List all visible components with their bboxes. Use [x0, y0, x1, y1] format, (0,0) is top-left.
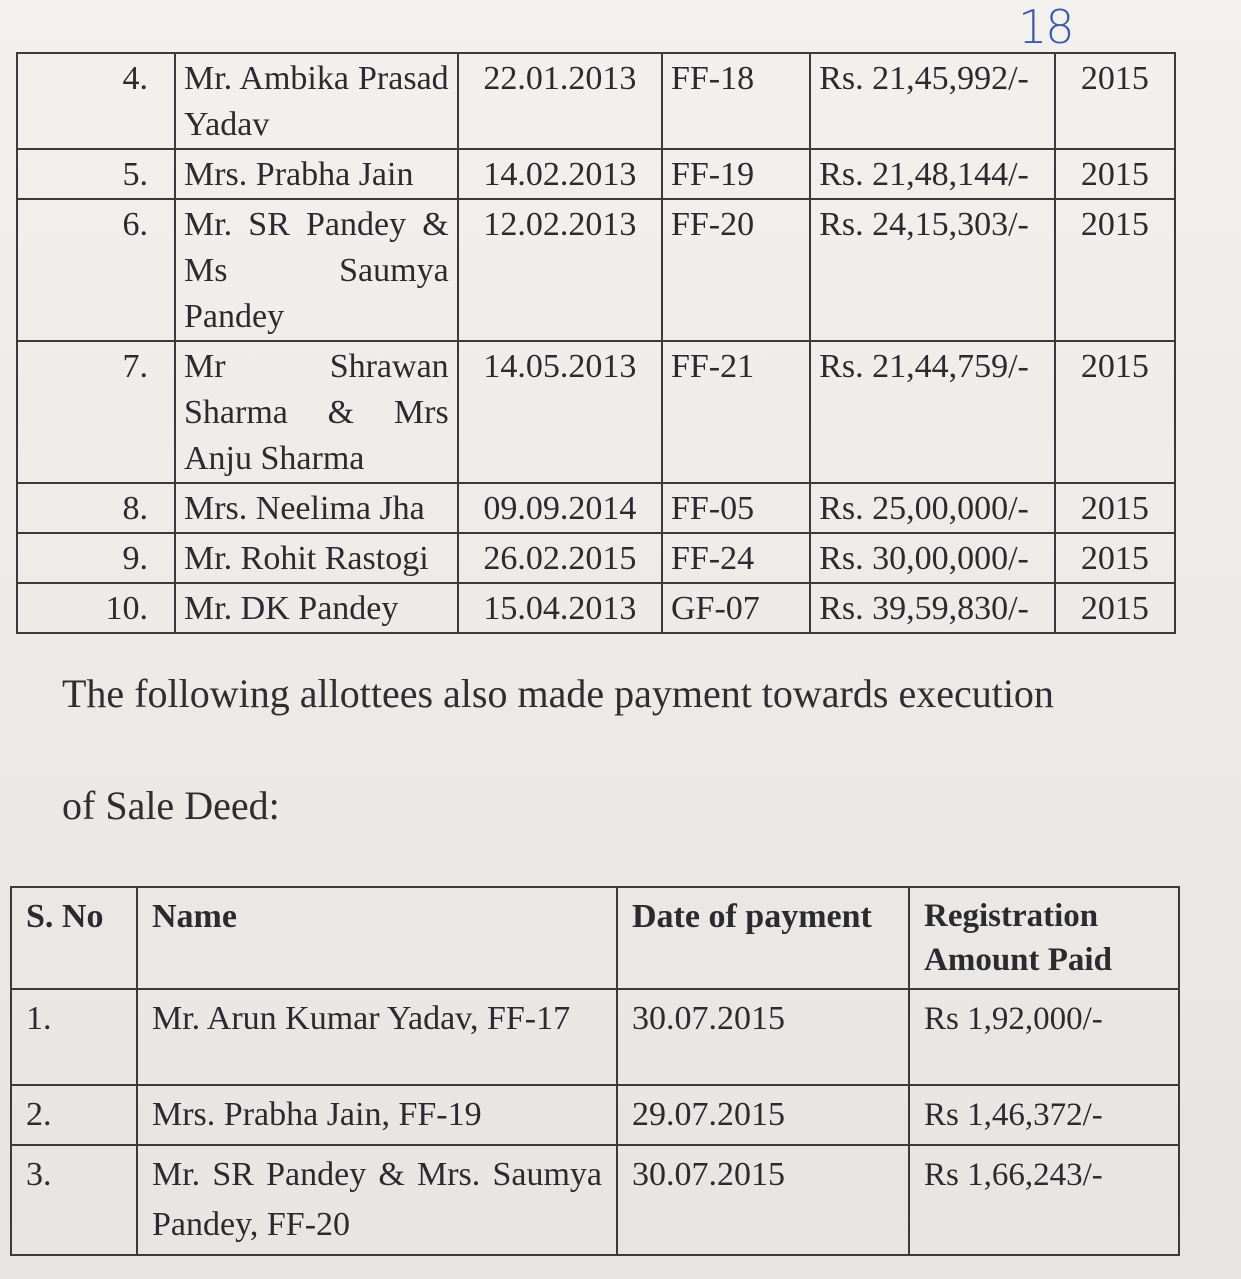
amount: Rs. 25,00,000/- — [810, 483, 1054, 533]
header-registration-amount: Registration Amount Paid — [909, 887, 1179, 989]
serial-number: 9. — [17, 533, 175, 583]
allottee-name: Mrs. Neelima Jha — [175, 483, 458, 533]
table-header-row — [11, 887, 1179, 989]
year: 2015 — [1055, 533, 1175, 583]
table-row — [11, 989, 1179, 1085]
handwritten-page-number: 18 — [1018, 0, 1073, 54]
flat-number: FF-18 — [662, 53, 810, 149]
table-row — [17, 533, 1175, 583]
serial-number: 7. — [17, 341, 175, 483]
paragraph-line-1: The following allottees also made payment towards execution — [62, 671, 1054, 716]
serial-number: 10. — [17, 583, 175, 633]
sale-deed-payments-table — [10, 886, 1180, 1256]
amount: Rs. 24,15,303/- — [810, 199, 1054, 341]
payment-date: 30.07.2015 — [617, 989, 909, 1085]
header-sno: S. No — [11, 887, 137, 989]
allottee-name: Mr. SR Pandey & Ms Saumya Pandey — [175, 199, 458, 341]
serial-number: 2. — [11, 1085, 137, 1145]
table-row — [17, 199, 1175, 341]
allottee-name: Mr. SR Pandey & Mrs. Saumya Pandey, FF-20 — [137, 1145, 617, 1255]
serial-number: 1. — [11, 989, 137, 1085]
serial-number: 5. — [17, 149, 175, 199]
year: 2015 — [1055, 583, 1175, 633]
amount: Rs. 21,45,992/- — [810, 53, 1054, 149]
flat-number: FF-05 — [662, 483, 810, 533]
amount: Rs. 39,59,830/- — [810, 583, 1054, 633]
flat-number: GF-07 — [662, 583, 810, 633]
year: 2015 — [1055, 199, 1175, 341]
registration-amount: Rs 1,92,000/- — [909, 989, 1179, 1085]
allottee-name: Mr. Rohit Rastogi — [175, 533, 458, 583]
table-row — [11, 1085, 1179, 1145]
table-row — [17, 149, 1175, 199]
allotment-date: 15.04.2013 — [458, 583, 662, 633]
allotment-date: 22.01.2013 — [458, 53, 662, 149]
header-name: Name — [137, 887, 617, 989]
table-row — [17, 583, 1175, 633]
allottee-name: Mrs. Prabha Jain, FF-19 — [137, 1085, 617, 1145]
table-row — [17, 53, 1175, 149]
header-date-of-payment: Date of payment — [617, 887, 909, 989]
flat-number: FF-24 — [662, 533, 810, 583]
allottee-name: Mr. DK Pandey — [175, 583, 458, 633]
table-row — [11, 1145, 1179, 1255]
amount: Rs. 30,00,000/- — [810, 533, 1054, 583]
registration-amount: Rs 1,46,372/- — [909, 1085, 1179, 1145]
year: 2015 — [1055, 149, 1175, 199]
amount: Rs. 21,44,759/- — [810, 341, 1054, 483]
table-row — [17, 483, 1175, 533]
serial-number: 6. — [17, 199, 175, 341]
year: 2015 — [1055, 483, 1175, 533]
allottee-name: Mr. Ambika Prasad Yadav — [175, 53, 458, 149]
registration-amount: Rs 1,66,243/- — [909, 1145, 1179, 1255]
year: 2015 — [1055, 341, 1175, 483]
allottees-table — [16, 52, 1176, 634]
allotment-date: 12.02.2013 — [458, 199, 662, 341]
allottee-name: Mrs. Prabha Jain — [175, 149, 458, 199]
serial-number: 3. — [11, 1145, 137, 1255]
year: 2015 — [1055, 53, 1175, 149]
flat-number: FF-21 — [662, 341, 810, 483]
flat-number: FF-19 — [662, 149, 810, 199]
flat-number: FF-20 — [662, 199, 810, 341]
allotment-date: 09.09.2014 — [458, 483, 662, 533]
amount: Rs. 21,48,144/- — [810, 149, 1054, 199]
allotment-date: 26.02.2015 — [458, 533, 662, 583]
table-row — [17, 341, 1175, 483]
serial-number: 8. — [17, 483, 175, 533]
allottee-name: Mr Shrawan Sharma & Mrs Anju Sharma — [175, 341, 458, 483]
paragraph-line-2: of Sale Deed: — [62, 783, 280, 828]
allottee-name: Mr. Arun Kumar Yadav, FF-17 — [137, 989, 617, 1085]
serial-number: 4. — [17, 53, 175, 149]
payment-date: 29.07.2015 — [617, 1085, 909, 1145]
allotment-date: 14.05.2013 — [458, 341, 662, 483]
payment-date: 30.07.2015 — [617, 1145, 909, 1255]
allotment-date: 14.02.2013 — [458, 149, 662, 199]
